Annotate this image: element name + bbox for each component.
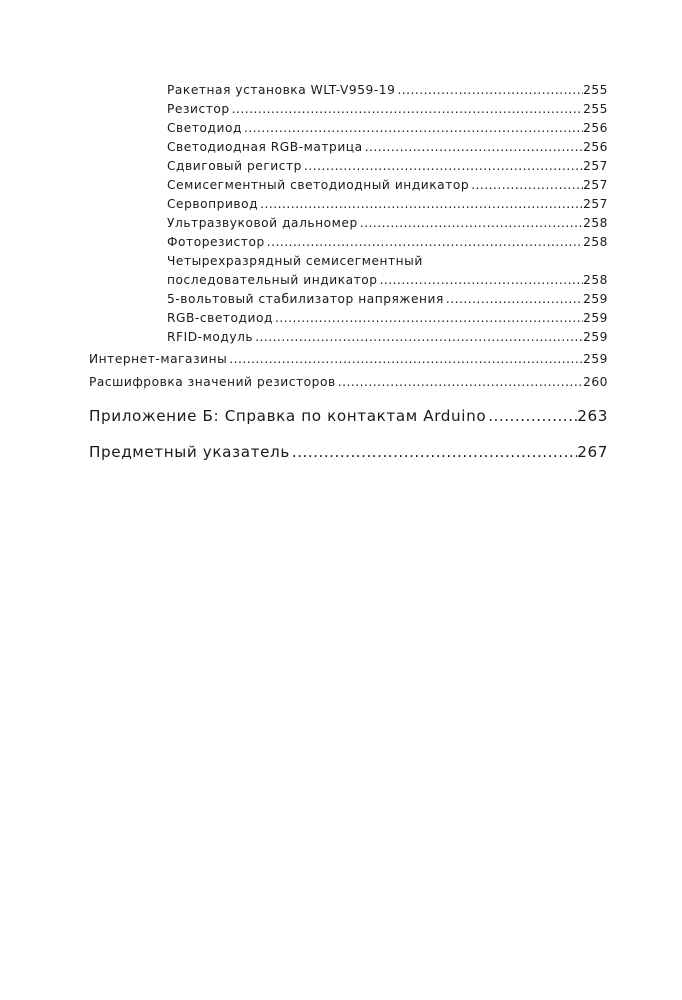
toc-leader-dots [273, 310, 583, 326]
toc-leader-dots [358, 215, 583, 231]
toc-entry-page: 259 [583, 311, 608, 325]
toc-entry-rocket-launcher[interactable] [167, 82, 608, 98]
toc-entry-page: 256 [583, 121, 608, 135]
toc-entry-title: 5-вольтовый стабилизатор напряжения [167, 292, 444, 306]
toc-entry-title: RFID-модуль [167, 330, 254, 344]
toc-entry-title: Сдвиговый регистр [167, 159, 302, 173]
toc-leader-dots [336, 374, 583, 390]
toc-entry-page: 256 [583, 140, 608, 154]
toc-entry-page: 259 [583, 352, 608, 366]
toc-entry-page: 260 [583, 375, 608, 389]
toc-leader-dots [253, 329, 583, 345]
toc-entry-page: 259 [583, 292, 608, 306]
toc-entry-rfid[interactable] [167, 329, 608, 345]
toc-entry-page: 258 [583, 216, 608, 230]
toc-leader-dots [444, 291, 583, 307]
toc-leader-dots [230, 101, 583, 117]
toc-entry-seven-segment[interactable] [167, 177, 608, 193]
toc-entry-shift-register[interactable] [167, 158, 608, 174]
toc-entry-servo[interactable] [167, 196, 608, 212]
toc-entry-voltage-regulator[interactable] [167, 291, 608, 307]
toc-entry-title: Семисегментный светодиодный индикатор [167, 178, 470, 192]
toc-entry-appendix-b[interactable] [89, 406, 608, 426]
toc-leader-dots [258, 196, 583, 212]
toc-entry-photoresistor[interactable] [167, 234, 608, 250]
toc-entry-index[interactable] [89, 442, 608, 462]
toc-entry-title: Резистор [167, 102, 230, 116]
toc-entry-title: Ракетная установка WLT-V959-19 [167, 83, 396, 97]
toc-entry-four-digit[interactable] [167, 272, 608, 288]
toc-entry-title: Расшифровка значений резисторов [89, 375, 336, 389]
toc-entry-ultrasonic[interactable] [167, 215, 608, 231]
toc-entry-title: Светодиод [167, 121, 242, 135]
toc-entry-page: 257 [583, 178, 608, 192]
toc-entry-rgb-matrix[interactable] [167, 139, 608, 155]
toc-leader-dots [486, 406, 577, 426]
toc-leader-dots [395, 82, 583, 98]
toc-leader-dots [227, 351, 583, 367]
toc-entry-page: 258 [583, 235, 608, 249]
toc-leader-dots [378, 272, 584, 288]
toc-entry-online-stores[interactable] [89, 351, 608, 367]
toc-entry-resistor[interactable] [167, 101, 608, 117]
toc-entry-title: Интернет-магазины [89, 352, 228, 366]
toc-entry-page: 257 [583, 197, 608, 211]
toc-entry-rgb-led[interactable] [167, 310, 608, 326]
toc-entry-title: Фоторезистор [167, 235, 265, 249]
toc-entry-four-digit-line1[interactable]: Четырехразрядный семисегментный [167, 254, 423, 268]
toc-leader-dots [290, 442, 577, 462]
toc-entry-led[interactable] [167, 120, 608, 136]
toc-entry-title: Предметный указатель [89, 443, 290, 461]
toc-leader-dots [363, 139, 583, 155]
toc-entry-page: 258 [583, 273, 608, 287]
toc-entry-title: Ультразвуковой дальномер [167, 216, 358, 230]
toc-leader-dots [242, 120, 583, 136]
toc-entry-title: Светодиодная RGB-матрица [167, 140, 363, 154]
toc-entry-title: RGB-светодиод [167, 311, 273, 325]
toc-leader-dots [469, 177, 583, 193]
toc-entry-title: последовательный индикатор [167, 273, 378, 287]
toc-entry-page: 255 [583, 83, 608, 97]
toc-entry-resistor-codes[interactable] [89, 374, 608, 390]
toc-leader-dots [302, 158, 583, 174]
toc-entry-page: 255 [583, 102, 608, 116]
toc-entry-page: 267 [577, 443, 608, 461]
toc-leader-dots [265, 234, 583, 250]
toc-entry-page: 257 [583, 159, 608, 173]
toc-entry-title: Приложение Б: Справка по контактам Arduino [89, 407, 487, 425]
toc-entry-title: Сервопривод [167, 197, 259, 211]
toc-entry-page: 259 [583, 330, 608, 344]
toc-entry-page: 263 [577, 407, 608, 425]
